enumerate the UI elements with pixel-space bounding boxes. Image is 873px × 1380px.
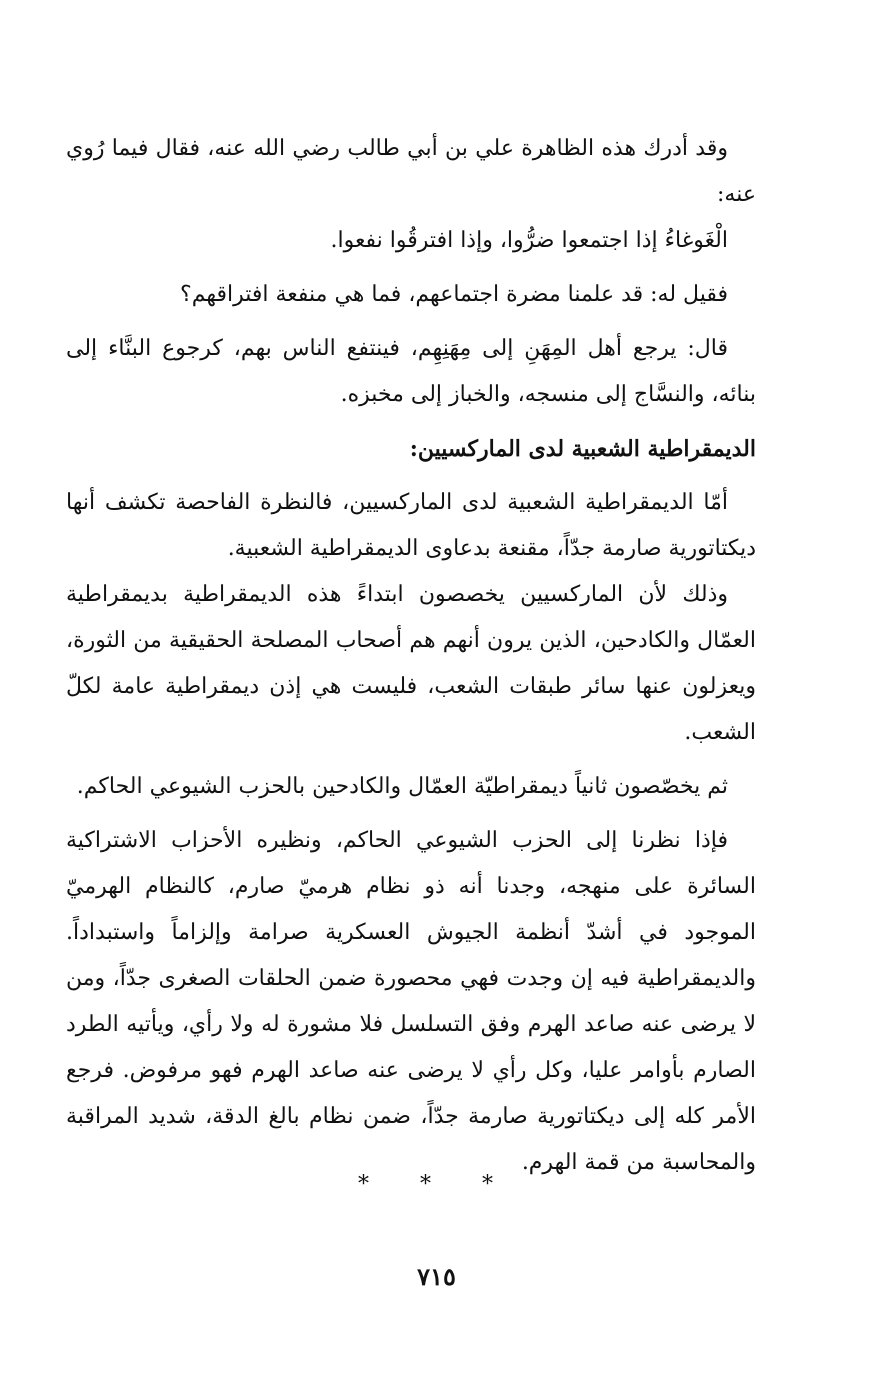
paragraph-4: فإذا نظرنا إلى الحزب الشيوعي الحاكم، ونظيره الأحزاب الاشتراكية السائرة على منهجه، وجدنا أنه ذو نظام هرميّ صارم، كالنظام الهرميّ الموجود في أشدّ أنظمة الجيوش العسكرية صرامة وإلزاماً واستبداداً. والديمقراطية فيه إن وجدت فهي محصورة ضمن الحلقات الصغرى جدّاً، ومن لا يرضى عنه صاعد الهرم وفق التسلسل فلا مشورة له ولا رأي، ويأتيه الطرد الصارم بأوامر عليا، وكل رأي لا يرضى عنه صاعد الهرم فهو مرفوض. فرجع الأمر كله إلى ديكتاتورية صارمة جدّاً، ضمن نظام بالغ الدقة، شديد المراقبة والمحاسبة من قمة الهرم. [66,828,756,1175]
paragraph-intro: وقد أدرك هذه الظاهرة علي بن أبي طالب رضي الله عنه، فقال فيما رُوي عنه: [66,136,756,207]
section-heading: الديمقراطية الشعبية لدى الماركسيين: [409,436,756,462]
paragraph-question: فقيل له: قد علمنا مضرة اجتماعهم، فما هي منفعة افتراقهم؟ [180,282,728,307]
paragraph-2: وذلك لأن الماركسيين يخصصون ابتداءً هذه الديمقراطية بديمقراطية العمّال والكادحين، الذين يرون أنهم هم أصحاب المصلحة الحقيقية من الثورة، ويعزلون عنها سائر طبقات الشعب، فليست هي إذن ديمقراطية عامة لكلّ الشعب. [66,582,756,745]
quote-line: الْغَوغاءُ إذا اجتمعوا ضرُّوا، وإذا افترقُوا نفعوا. [330,228,728,253]
paragraph-3: ثم يخصّصون ثانياً ديمقراطيّة العمّال والكادحين بالحزب الشيوعي الحاكم. [76,774,728,799]
paragraph-1: أمّا الديمقراطية الشعبية لدى الماركسيين، فالنظرة الفاحصة تكشف أنها ديكتاتورية صارمة جدّاً، مقنعة بدعاوى الديمقراطية الشعبية. [66,490,756,561]
paragraph-answer: قال: يرجع أهل المِهَنِ إلى مِهَنِهِم، فينتفع الناس بهم، كرجوع البنَّاء إلى بنائه، والنسَّاج إلى منسجه، والخباز إلى مخبزه. [66,336,756,407]
page-number: ٧١٥ [417,1262,456,1291]
body-text [66,126,756,1186]
section-separator: * * * [358,1172,515,1197]
